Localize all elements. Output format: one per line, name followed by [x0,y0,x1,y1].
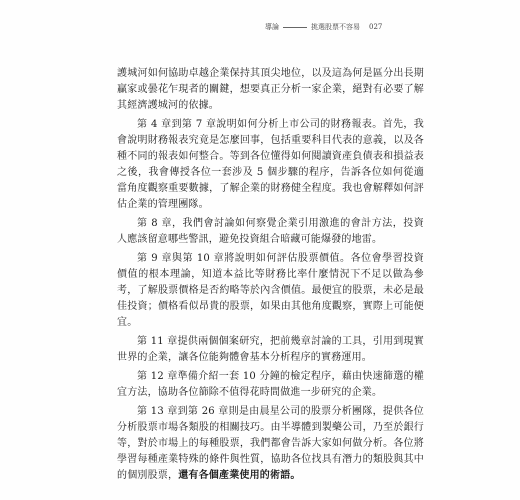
bold-emphasis: 還有各個產業使用的術語。 [178,470,301,481]
page-number: 027 [369,23,383,31]
paragraph-chapters-13-26: 第 13 章到第 26 章則是由晨星公司的股票分析團隊，提供各位分析股票市場各類股的相關技巧。由半導體到製藥公司，乃至於銀行等，對於市場上的每種股票，我們都會告訴大家如何做分析。各位將學習每種產業特殊的條件與性質，協助各位找具有潛力的類股與其中的個別股票，還有各個產業使用的術語。 [117,406,424,481]
running-header [265,21,430,33]
paragraph-chapter-8: 第 8 章，我們會討論如何察覺企業引用激進的會計方法，投資人應該留意哪些警訊，避免投資組合暗藏可能爆發的地雷。 [117,218,424,245]
header-rule [283,27,307,28]
paragraph-chapter-11: 第 11 章提供兩個個案研究，把前幾章討論的工具，引用到現實世界的企業，讓各位能夠體會基本分析程序的實務運用。 [117,336,424,363]
header-title: 挑選股票不容易 [311,23,360,31]
paragraph-chapter-12: 第 12 章準備介紹一套 10 分鐘的檢定程序，藉由快速篩選的權宜方法，協助各位篩除不值得花時間做進一步研究的企業。 [117,371,424,398]
paragraph-moat-continuation: 護城河如何協助卓越企業保持其頂尖地位，以及這為何是區分出長期贏家或曇花乍現者的關鍵，想要真正分析一家企業，絕對有必要了解其經濟護城河的依據。 [117,68,424,111]
paragraph-chapters-9-10: 第 9 章與第 10 章將說明如何評估股票價值。各位會學習投資價值的根本理論，知道本益比等財務比率什麼情況下不足以做為參考，了解股票價格是否約略等於內含價值。最便宜的股票，未必是最佳投資；價格看似昂貴的股票，如果由其他角度觀察，實際上可能便宜。 [117,253,424,328]
paragraph-chapters-4-7: 第 4 章到第 7 章說明如何分析上市公司的財務報表。首先，我會說明財務報表究竟是怎麼回事，包括重要科目代表的意義，以及各種不同的報表如何整合。等到各位懂得如何閱讀資產負債表和損益表之後，我會傳授各位一套涉及 5 個步驟的程序，告訴各位如何從適當角度觀察重要數據，了解企業的財務健全程度。我也會解釋如何評估企業的管理團隊。 [117,119,424,210]
body-text [117,66,424,487]
header-section: 導論 [265,23,279,31]
